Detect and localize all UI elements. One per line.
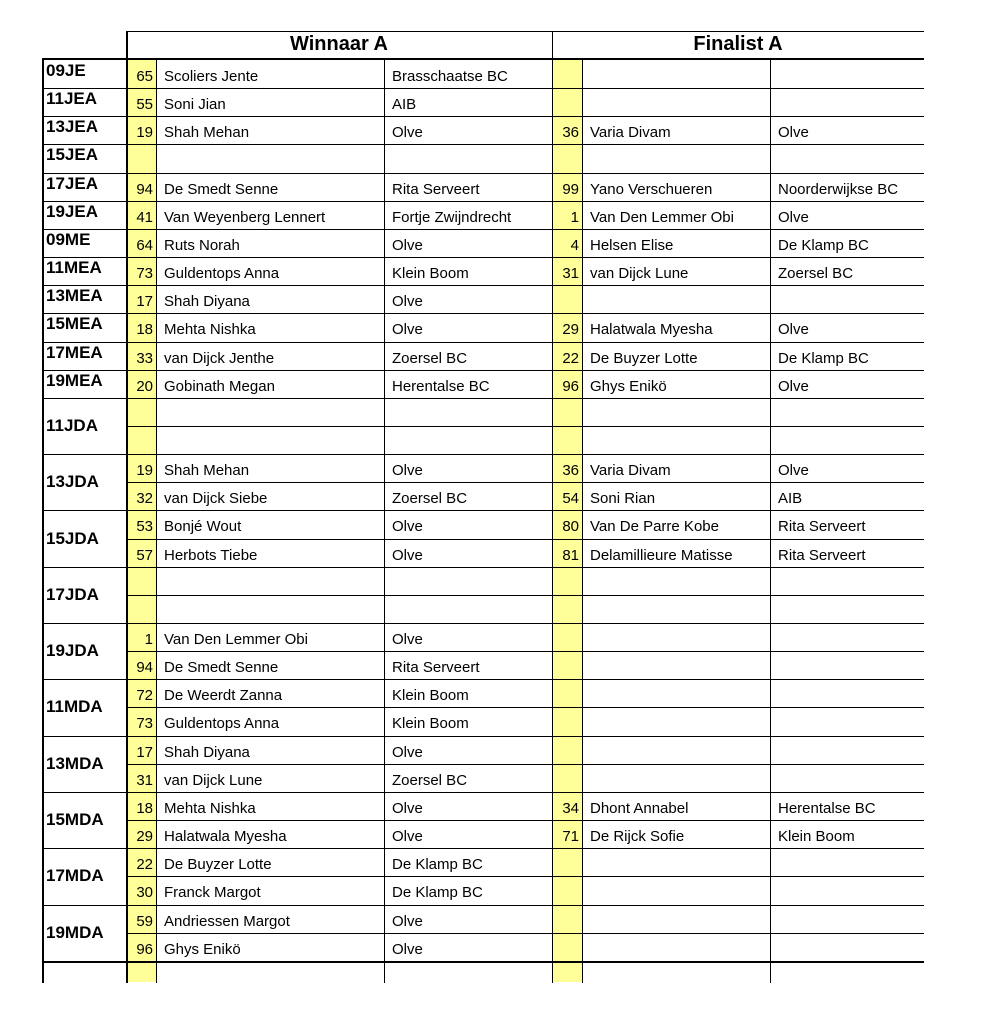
winner-name: Soni Jian bbox=[164, 96, 226, 114]
winner-name: Mehta Nishka bbox=[164, 799, 256, 817]
winner-seed: 73 bbox=[136, 265, 153, 283]
category-label: 11JDA bbox=[46, 415, 98, 435]
winner-seed: 57 bbox=[136, 546, 153, 564]
grid-line bbox=[42, 58, 924, 60]
winner-club: Herentalse BC bbox=[392, 377, 490, 395]
winner-name: van Dijck Jenthe bbox=[164, 349, 275, 367]
finalist-name bbox=[590, 851, 774, 879]
winner-name bbox=[164, 598, 384, 626]
winner-seed: 29 bbox=[136, 828, 153, 846]
winner-club: Zoersel BC bbox=[392, 771, 468, 789]
finalist-name: Soni Rian bbox=[590, 490, 656, 508]
finalist-club: De Klamp BC bbox=[778, 349, 869, 367]
winner-name: Guldentops Anna bbox=[164, 715, 280, 733]
finalist-name bbox=[590, 598, 774, 626]
finalist-seed: 36 bbox=[562, 124, 579, 142]
finalist-seed bbox=[555, 63, 579, 91]
finalist-name: Delamillieure Matisse bbox=[590, 546, 733, 564]
grid-line bbox=[126, 482, 924, 483]
finalist-name bbox=[590, 401, 774, 429]
winner-name: Andriessen Margot bbox=[164, 912, 290, 930]
finalist-name: Van Den Lemmer Obi bbox=[590, 208, 734, 226]
winner-name: van Dijck Lune bbox=[164, 771, 263, 789]
winner-name: Halatwala Myesha bbox=[164, 828, 287, 846]
finalist-name bbox=[590, 879, 774, 907]
winner-club: AIB bbox=[392, 96, 417, 114]
winner-name: Van Weyenberg Lennert bbox=[164, 208, 326, 226]
grid-line bbox=[126, 31, 924, 32]
grid-line bbox=[42, 623, 924, 624]
grid-line bbox=[126, 651, 924, 652]
grid-line bbox=[126, 820, 924, 821]
grid-line bbox=[42, 144, 924, 145]
finalist-name bbox=[590, 710, 774, 738]
finalist-name bbox=[590, 682, 774, 710]
category-label: 11MDA bbox=[46, 697, 103, 717]
finalist-club bbox=[778, 879, 928, 907]
finalist-seed: 22 bbox=[562, 349, 579, 367]
finalist-seed bbox=[555, 570, 579, 598]
winner-club bbox=[392, 401, 556, 429]
grid-line bbox=[126, 426, 924, 427]
finalist-club bbox=[778, 626, 928, 654]
winner-club: Olve bbox=[392, 462, 423, 480]
finalist-club: Olve bbox=[778, 124, 809, 142]
winner-seed: 31 bbox=[136, 771, 153, 789]
finalist-seed bbox=[555, 598, 579, 626]
winner-seed: 20 bbox=[136, 377, 153, 395]
grid-line bbox=[42, 905, 924, 906]
finalist-seed: 80 bbox=[562, 518, 579, 536]
finalist-seed: 54 bbox=[562, 490, 579, 508]
winner-club: Olve bbox=[392, 743, 423, 761]
winner-seed bbox=[129, 429, 153, 457]
finalist-seed bbox=[555, 908, 579, 936]
grid-line bbox=[42, 257, 924, 258]
finalist-name bbox=[590, 908, 774, 936]
finalist-seed bbox=[555, 767, 579, 795]
winner-club: Olve bbox=[392, 236, 423, 254]
winner-seed: 17 bbox=[136, 743, 153, 761]
finalist-club bbox=[778, 288, 928, 316]
finalist-name: Halatwala Myesha bbox=[590, 321, 713, 339]
winner-club: Klein Boom bbox=[392, 265, 469, 283]
finalist-club bbox=[778, 682, 928, 710]
finalist-name bbox=[590, 147, 774, 175]
finalist-club: Noorderwijkse BC bbox=[778, 180, 899, 198]
winner-club: Olve bbox=[392, 631, 423, 648]
winner-name: Shah Diyana bbox=[164, 293, 250, 311]
winner-club bbox=[392, 598, 556, 626]
finalist-club: Klein Boom bbox=[778, 828, 855, 846]
grid-line bbox=[384, 58, 385, 983]
grid-line bbox=[126, 876, 924, 877]
winner-club: Zoersel BC bbox=[392, 349, 468, 367]
finalist-name bbox=[590, 767, 774, 795]
grid-line bbox=[42, 173, 924, 174]
winner-seed: 19 bbox=[136, 462, 153, 480]
finalist-club bbox=[778, 147, 928, 175]
grid-line bbox=[42, 342, 924, 343]
winner-club: Zoersel BC bbox=[392, 490, 468, 508]
finalist-club bbox=[778, 63, 928, 91]
winner-name: Ghys Enikö bbox=[164, 940, 241, 958]
winner-name bbox=[164, 147, 384, 175]
finalist-name: Yano Verschueren bbox=[590, 180, 713, 198]
category-label: 13MEA bbox=[46, 286, 103, 306]
finalist-seed bbox=[555, 288, 579, 316]
winner-name: De Weerdt Zanna bbox=[164, 687, 283, 705]
finalist-club bbox=[778, 570, 928, 598]
finalist-club: Olve bbox=[778, 321, 809, 339]
grid-line bbox=[156, 58, 157, 983]
winner-seed: 19 bbox=[136, 124, 153, 142]
finalist-club bbox=[778, 936, 928, 964]
finalist-seed: 81 bbox=[562, 546, 579, 564]
winner-seed: 1 bbox=[144, 631, 153, 648]
finalist-club: Herentalse BC bbox=[778, 799, 876, 817]
finalist-seed: 34 bbox=[562, 799, 579, 817]
winner-seed: 32 bbox=[136, 490, 153, 508]
grid-line bbox=[42, 88, 924, 89]
finalist-club bbox=[778, 851, 928, 879]
winner-name bbox=[164, 570, 384, 598]
grid-line bbox=[42, 201, 924, 202]
finalist-club: Rita Serveert bbox=[778, 518, 866, 536]
finalist-seed: 99 bbox=[562, 180, 579, 198]
winner-name bbox=[164, 401, 384, 429]
winner-name: Van Den Lemmer Obi bbox=[164, 631, 308, 648]
winner-seed: 22 bbox=[136, 856, 153, 874]
finalist-club: Olve bbox=[778, 462, 809, 480]
category-label: 19JDA bbox=[46, 641, 99, 661]
finalist-club bbox=[778, 401, 928, 429]
winner-seed bbox=[129, 570, 153, 598]
finalist-club bbox=[778, 91, 928, 119]
grid-line bbox=[42, 792, 924, 793]
grid-line bbox=[770, 58, 771, 983]
winner-seed bbox=[129, 598, 153, 626]
finalist-name: Ghys Enikö bbox=[590, 377, 667, 395]
grid-line bbox=[126, 707, 924, 708]
finalist-name: Helsen Elise bbox=[590, 236, 674, 254]
winner-name bbox=[164, 429, 384, 457]
grid-line bbox=[42, 313, 924, 314]
finalist-club bbox=[778, 710, 928, 738]
grid-line bbox=[42, 116, 924, 117]
finalist-club bbox=[778, 654, 928, 682]
winner-name: Shah Mehan bbox=[164, 462, 250, 480]
winner-club bbox=[392, 570, 556, 598]
finalist-club bbox=[778, 598, 928, 626]
finalist-seed: 1 bbox=[570, 208, 579, 226]
winner-club: Olve bbox=[392, 828, 423, 846]
winner-club: Rita Serveert bbox=[392, 180, 480, 198]
winner-seed: 33 bbox=[136, 349, 153, 367]
finalist-name: van Dijck Lune bbox=[590, 265, 689, 283]
finalist-seed bbox=[555, 936, 579, 964]
finalist-seed bbox=[555, 654, 579, 682]
winner-name: Herbots Tiebe bbox=[164, 546, 258, 564]
finalist-club bbox=[778, 739, 928, 767]
finalist-seed bbox=[555, 879, 579, 907]
winner-seed: 17 bbox=[136, 293, 153, 311]
winner-club: Olve bbox=[392, 940, 423, 958]
winner-club: Klein Boom bbox=[392, 715, 469, 733]
finalist-name bbox=[590, 63, 774, 91]
winner-seed: 18 bbox=[136, 799, 153, 817]
finalist-seed: 29 bbox=[562, 321, 579, 339]
finalist-name: Varia Divam bbox=[590, 462, 671, 480]
winner-club: Olve bbox=[392, 124, 423, 142]
winner-club: Olve bbox=[392, 799, 423, 817]
finalist-name bbox=[590, 936, 774, 964]
winner-name: De Buyzer Lotte bbox=[164, 856, 272, 874]
finalist-seed: 31 bbox=[562, 265, 579, 283]
winner-seed bbox=[129, 147, 153, 175]
finalist-name bbox=[590, 739, 774, 767]
winner-name: Ruts Norah bbox=[164, 236, 240, 254]
grid-line bbox=[42, 229, 924, 230]
finalist-name bbox=[590, 429, 774, 457]
grid-line bbox=[42, 454, 924, 455]
winner-club: Brasschaatse BC bbox=[392, 68, 508, 85]
category-label: 15JDA bbox=[46, 528, 99, 548]
category-label: 17JEA bbox=[46, 173, 98, 193]
finalist-club: Olve bbox=[778, 208, 809, 226]
finalist-club bbox=[778, 429, 928, 457]
grid-line bbox=[42, 736, 924, 737]
finalist-seed bbox=[555, 739, 579, 767]
winner-club: Klein Boom bbox=[392, 687, 469, 705]
finalist-club bbox=[778, 767, 928, 795]
category-label: 17MEA bbox=[46, 342, 103, 362]
winner-club: Olve bbox=[392, 546, 423, 564]
winner-name: Bonjé Wout bbox=[164, 518, 242, 536]
category-label: 19MDA bbox=[46, 922, 104, 942]
winner-seed: 64 bbox=[136, 236, 153, 254]
winner-name: Shah Diyana bbox=[164, 743, 250, 761]
grid-line bbox=[126, 595, 924, 596]
category-label: 17MDA bbox=[46, 866, 104, 886]
category-label: 15MEA bbox=[46, 314, 103, 334]
winner-club: De Klamp BC bbox=[392, 856, 483, 874]
finalist-seed bbox=[555, 429, 579, 457]
winner-club: Olve bbox=[392, 912, 423, 930]
winner-seed: 72 bbox=[136, 687, 153, 705]
winner-club: Olve bbox=[392, 293, 423, 311]
winner-name: De Smedt Senne bbox=[164, 180, 279, 198]
winner-seed: 59 bbox=[136, 912, 153, 930]
winner-seed: 41 bbox=[136, 208, 153, 226]
finalist-seed: 4 bbox=[570, 236, 579, 254]
winner-seed: 73 bbox=[136, 715, 153, 733]
grid-line bbox=[42, 285, 924, 286]
winner-club: Rita Serveert bbox=[392, 659, 480, 677]
winner-seed: 53 bbox=[136, 518, 153, 536]
finalist-seed bbox=[555, 851, 579, 879]
grid-line bbox=[42, 510, 924, 511]
finalist-name bbox=[590, 91, 774, 119]
finalist-name bbox=[590, 626, 774, 654]
category-label: 17JDA bbox=[46, 584, 99, 604]
finalist-seed: 71 bbox=[562, 828, 579, 846]
winner-name: Shah Mehan bbox=[164, 124, 250, 142]
finalist-club bbox=[778, 908, 928, 936]
finalist-name: Dhont Annabel bbox=[590, 799, 689, 817]
winner-seed: 96 bbox=[136, 940, 153, 958]
winner-seed: 30 bbox=[136, 884, 153, 902]
finalist-seed bbox=[555, 401, 579, 429]
winner-club: Fortje Zwijndrecht bbox=[392, 208, 512, 226]
category-label: 19JEA bbox=[46, 201, 98, 221]
finalist-name bbox=[590, 288, 774, 316]
winner-seed bbox=[129, 401, 153, 429]
finalist-club: De Klamp BC bbox=[778, 236, 869, 254]
category-label: 11JEA bbox=[46, 89, 98, 109]
winner-name: Mehta Nishka bbox=[164, 321, 256, 339]
finalist-club: Olve bbox=[778, 377, 809, 395]
finalist-seed: 96 bbox=[562, 377, 579, 395]
finalist-name: De Rijck Sofie bbox=[590, 828, 685, 846]
winner-name: Guldentops Anna bbox=[164, 265, 280, 283]
category-label: 13JDA bbox=[46, 472, 99, 492]
category-label: 19MEA bbox=[46, 370, 103, 390]
category-label: 13MDA bbox=[46, 753, 104, 773]
grid-line bbox=[42, 567, 924, 568]
winner-club: De Klamp BC bbox=[392, 884, 483, 902]
grid-line bbox=[42, 961, 924, 963]
grid-line bbox=[126, 31, 128, 983]
finalist-name: De Buyzer Lotte bbox=[590, 349, 698, 367]
winner-club bbox=[392, 429, 556, 457]
winner-name: De Smedt Senne bbox=[164, 659, 279, 677]
category-label: 13JEA bbox=[46, 117, 98, 137]
category-label: 09ME bbox=[46, 229, 91, 249]
category-label: 15MDA bbox=[46, 810, 104, 830]
header-winner: Winnaar A bbox=[290, 33, 388, 55]
winner-seed: 94 bbox=[136, 180, 153, 198]
winner-name: Franck Margot bbox=[164, 884, 261, 902]
grid-line bbox=[42, 58, 44, 983]
grid-line bbox=[552, 31, 553, 983]
winner-seed: 18 bbox=[136, 321, 153, 339]
winner-club bbox=[392, 147, 556, 175]
winner-club: Olve bbox=[392, 321, 423, 339]
winner-name: van Dijck Siebe bbox=[164, 490, 268, 508]
winner-club: Olve bbox=[392, 518, 423, 536]
finalist-seed: 36 bbox=[562, 462, 579, 480]
finalist-name bbox=[590, 570, 774, 598]
category-label: 15JEA bbox=[46, 145, 98, 165]
grid-line bbox=[126, 539, 924, 540]
grid-line bbox=[42, 370, 924, 371]
grid-line bbox=[126, 933, 924, 934]
finalist-seed bbox=[555, 626, 579, 654]
winner-name: Scoliers Jente bbox=[164, 68, 259, 85]
finalist-name: Van De Parre Kobe bbox=[590, 518, 719, 536]
finalist-club: Rita Serveert bbox=[778, 546, 866, 564]
finalist-seed bbox=[555, 710, 579, 738]
grid-line bbox=[582, 58, 583, 983]
finalist-club: AIB bbox=[778, 490, 803, 508]
finalist-seed bbox=[555, 91, 579, 119]
grid-line bbox=[42, 679, 924, 680]
winner-seed: 55 bbox=[136, 96, 153, 114]
finalist-seed bbox=[555, 682, 579, 710]
winner-name: Gobinath Megan bbox=[164, 377, 275, 395]
grid-line bbox=[126, 764, 924, 765]
finalist-name bbox=[590, 654, 774, 682]
finalist-name: Varia Divam bbox=[590, 124, 671, 142]
category-label: 09JE bbox=[46, 61, 86, 80]
grid-line bbox=[42, 398, 924, 399]
grid-line bbox=[42, 848, 924, 849]
winner-seed: 94 bbox=[136, 659, 153, 677]
winner-seed: 65 bbox=[136, 68, 153, 85]
category-label: 11MEA bbox=[46, 258, 102, 278]
finalist-seed bbox=[555, 147, 579, 175]
header-finalist: Finalist A bbox=[693, 33, 783, 55]
finalist-club: Zoersel BC bbox=[778, 265, 854, 283]
